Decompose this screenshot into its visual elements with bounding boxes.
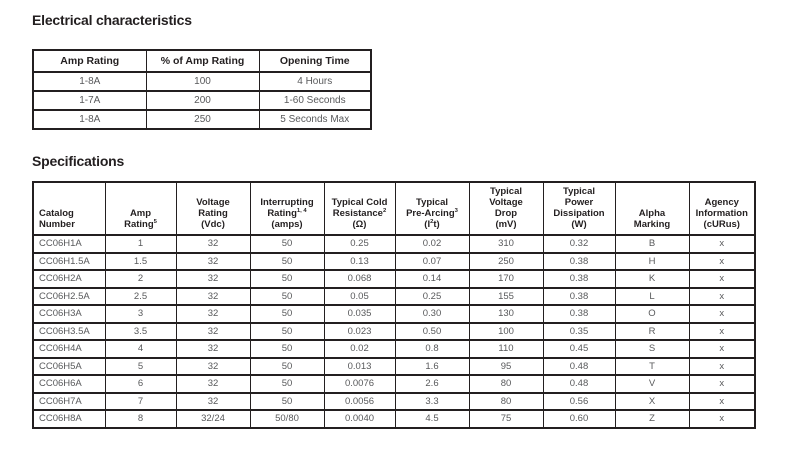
table-row [33, 305, 755, 323]
table-cell: B [615, 235, 689, 253]
specifications-table-body [33, 235, 755, 428]
table-cell: 7 [105, 393, 176, 411]
table-cell: 0.30 [395, 305, 469, 323]
table-cell: 6 [105, 375, 176, 393]
column-header: Typical Cold Resistance$^2$ (Ω) [324, 182, 395, 235]
table-cell: 3.5 [105, 323, 176, 341]
table-cell: 80 [469, 393, 543, 411]
table-cell: V [615, 375, 689, 393]
table-cell: 5 Seconds Max [259, 110, 371, 129]
table-cell: 0.38 [543, 305, 615, 323]
table-cell: CC06H7A [33, 393, 105, 411]
table-cell: 0.05 [324, 288, 395, 306]
table-cell: 0.013 [324, 358, 395, 376]
table-cell: 0.50 [395, 323, 469, 341]
table-row [33, 110, 371, 129]
table-cell: Z [615, 410, 689, 428]
table-cell: 1-8A [33, 72, 146, 91]
column-header: Amp Rating [33, 50, 146, 72]
table-cell: 32 [176, 323, 250, 341]
table-cell: K [615, 270, 689, 288]
table-cell: 50/80 [250, 410, 324, 428]
header-row [33, 50, 371, 72]
table-cell: 32 [176, 270, 250, 288]
table-cell: x [689, 410, 755, 428]
table-cell: H [615, 253, 689, 271]
table-cell: 32 [176, 340, 250, 358]
electrical-table-body [33, 72, 371, 129]
table-cell: 50 [250, 288, 324, 306]
table-cell: 0.25 [395, 288, 469, 306]
table-cell: 1.6 [395, 358, 469, 376]
table-cell: T [615, 358, 689, 376]
table-cell: 0.02 [324, 340, 395, 358]
column-header: Voltage Rating (Vdc) [176, 182, 250, 235]
table-cell: CC06H1A [33, 235, 105, 253]
table-cell: 50 [250, 393, 324, 411]
table-cell: 2.5 [105, 288, 176, 306]
table-cell: 95 [469, 358, 543, 376]
table-cell: 32 [176, 375, 250, 393]
table-cell: R [615, 323, 689, 341]
table-cell: x [689, 358, 755, 376]
table-cell: CC06H3.5A [33, 323, 105, 341]
table-cell: 1 [105, 235, 176, 253]
electrical-characteristics-title: Electrical characteristics [32, 12, 192, 28]
table-cell: 32 [176, 305, 250, 323]
table-cell: 155 [469, 288, 543, 306]
column-header: Amp Rating$^5$ [105, 182, 176, 235]
table-cell: x [689, 253, 755, 271]
table-cell: x [689, 235, 755, 253]
table-row [33, 410, 755, 428]
table-cell: 100 [469, 323, 543, 341]
column-header: Typical Voltage Drop (mV) [469, 182, 543, 235]
table-cell: 4 [105, 340, 176, 358]
table-cell: 1-8A [33, 110, 146, 129]
table-cell: 32 [176, 288, 250, 306]
table-cell: 32 [176, 235, 250, 253]
table-row [33, 72, 371, 91]
table-cell: 50 [250, 323, 324, 341]
table-cell: 8 [105, 410, 176, 428]
table-cell: 200 [146, 91, 259, 110]
table-cell: 2.6 [395, 375, 469, 393]
column-header: Agency Information (cURus) [689, 182, 755, 235]
table-cell: 3.3 [395, 393, 469, 411]
table-cell: CC06H2A [33, 270, 105, 288]
table-cell: 0.0076 [324, 375, 395, 393]
table-cell: 0.45 [543, 340, 615, 358]
table-cell: 0.07 [395, 253, 469, 271]
table-cell: 100 [146, 72, 259, 91]
table-cell: 5 [105, 358, 176, 376]
table-cell: 0.56 [543, 393, 615, 411]
table-cell: x [689, 323, 755, 341]
column-header: Interrupting Rating$^{1, 4}$ (amps) [250, 182, 324, 235]
table-cell: 110 [469, 340, 543, 358]
table-row [33, 340, 755, 358]
table-cell: CC06H2.5A [33, 288, 105, 306]
table-cell: CC06H4A [33, 340, 105, 358]
table-cell: 0.035 [324, 305, 395, 323]
table-cell: x [689, 340, 755, 358]
table-cell: 0.8 [395, 340, 469, 358]
table-cell: 50 [250, 253, 324, 271]
table-cell: CC06H1.5A [33, 253, 105, 271]
table-row [33, 270, 755, 288]
table-cell: x [689, 375, 755, 393]
table-cell: 0.38 [543, 270, 615, 288]
column-header: Typical Pre-Arcing$^3$ $(I^2t)$ [395, 182, 469, 235]
table-row [33, 288, 755, 306]
table-cell: 32 [176, 253, 250, 271]
table-row [33, 323, 755, 341]
table-cell: 2 [105, 270, 176, 288]
table-cell: 4 Hours [259, 72, 371, 91]
table-cell: x [689, 305, 755, 323]
electrical-table-header [33, 50, 371, 72]
table-cell: 1-60 Seconds [259, 91, 371, 110]
table-cell: 250 [469, 253, 543, 271]
table-cell: 0.0056 [324, 393, 395, 411]
table-cell: 3 [105, 305, 176, 323]
table-cell: 4.5 [395, 410, 469, 428]
table-cell: 0.60 [543, 410, 615, 428]
table-cell: 80 [469, 375, 543, 393]
table-cell: 1.5 [105, 253, 176, 271]
table-cell: 130 [469, 305, 543, 323]
table-cell: 250 [146, 110, 259, 129]
table-cell: 32 [176, 358, 250, 376]
table-row [33, 235, 755, 253]
table-cell: 50 [250, 305, 324, 323]
table-cell: 32 [176, 393, 250, 411]
table-cell: CC06H8A [33, 410, 105, 428]
table-row [33, 91, 371, 110]
table-cell: X [615, 393, 689, 411]
table-cell: CC06H3A [33, 305, 105, 323]
column-header: Catalog Number [33, 182, 105, 235]
column-header: % of Amp Rating [146, 50, 259, 72]
table-cell: 0.48 [543, 358, 615, 376]
table-cell: CC06H5A [33, 358, 105, 376]
table-cell: CC06H6A [33, 375, 105, 393]
table-cell: x [689, 288, 755, 306]
table-cell: 0.25 [324, 235, 395, 253]
table-cell: 0.023 [324, 323, 395, 341]
table-row [33, 393, 755, 411]
electrical-characteristics-table [32, 49, 372, 130]
table-cell: x [689, 270, 755, 288]
table-cell: O [615, 305, 689, 323]
table-cell: 0.35 [543, 323, 615, 341]
table-cell: 50 [250, 358, 324, 376]
table-cell: 310 [469, 235, 543, 253]
table-cell: 50 [250, 270, 324, 288]
table-cell: 0.32 [543, 235, 615, 253]
column-header: Typical Power Dissipation (W) [543, 182, 615, 235]
table-cell: 50 [250, 235, 324, 253]
table-cell: S [615, 340, 689, 358]
column-header: Alpha Marking [615, 182, 689, 235]
table-cell: 0.38 [543, 253, 615, 271]
table-row [33, 253, 755, 271]
table-cell: 1-7A [33, 91, 146, 110]
table-cell: 0.0040 [324, 410, 395, 428]
header-row [33, 182, 755, 235]
table-cell: 50 [250, 375, 324, 393]
table-row [33, 358, 755, 376]
column-header: Opening Time [259, 50, 371, 72]
table-row [33, 375, 755, 393]
table-cell: 0.48 [543, 375, 615, 393]
table-cell: 0.38 [543, 288, 615, 306]
table-cell: L [615, 288, 689, 306]
specifications-table [32, 181, 756, 429]
specifications-table-header [33, 182, 755, 235]
table-cell: 0.068 [324, 270, 395, 288]
table-cell: 0.02 [395, 235, 469, 253]
table-cell: 170 [469, 270, 543, 288]
table-cell: x [689, 393, 755, 411]
table-cell: 0.14 [395, 270, 469, 288]
table-cell: 0.13 [324, 253, 395, 271]
table-cell: 50 [250, 340, 324, 358]
table-cell: 75 [469, 410, 543, 428]
specifications-title: Specifications [32, 153, 125, 169]
table-cell: 32/24 [176, 410, 250, 428]
